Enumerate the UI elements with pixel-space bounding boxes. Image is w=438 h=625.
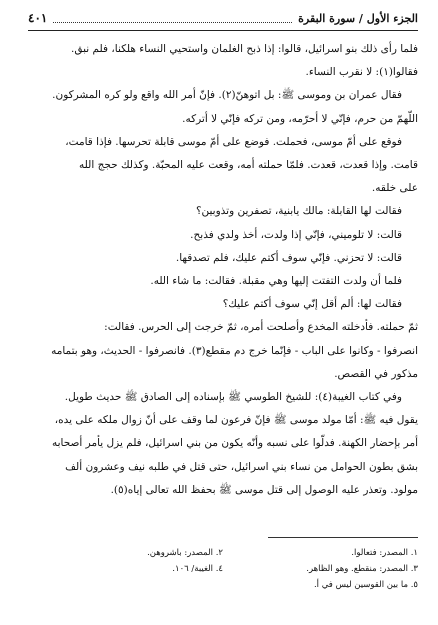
body-line-13: ثمّ حملته. فأدخلته المخدع وأصلحت أمره، ثمّ خرجت إلى الحرس. فقالت:	[104, 321, 418, 334]
body-line-17: يقول فيه ﷺ: أمّا مولد موسى ﷺ فإنّ فرعون لما وقف على أنّ زوال ملكه على يده،	[54, 414, 418, 427]
body-line-5: فوقع على أمّ موسى، فحملت. فوضع على أمّ موسى قابلة تحرسها. فإذا قامت،	[65, 135, 402, 148]
body-text	[28, 38, 418, 502]
footnote-4: ٤. الغيبة/ ١٠٦.	[172, 564, 223, 574]
page-number: ٤٠١	[28, 11, 48, 25]
body-line-2: فقالوا(١): لا نقرب النساء.	[305, 66, 418, 79]
body-line-10: قالت: لا تحزني. فإنّي سوف أكتم عليك، فلم تصدقها.	[175, 251, 402, 264]
footnote-row	[28, 561, 418, 577]
body-line-12: فقالت لها: ألم أقل إنّي سوف أكتم عليك؟	[222, 298, 402, 311]
footnotes	[28, 545, 418, 593]
body-line-18: أمر بإحضار الكهنة. فدلّوا على نسبه وأنّه يكون من بني اسرائيل، فلم يزل يأمر أصحابه	[51, 437, 418, 450]
footnote-1: ١. المصدر: فتعالوا.	[351, 548, 418, 558]
footnote-2: ٢. المصدر: باشروهن.	[147, 548, 223, 558]
body-line-8: فقالت لها القابلة: مالك يابنية، تصفرين وتذوبين؟	[195, 205, 402, 218]
body-line-7: على خلقه.	[371, 182, 418, 195]
body-line-15: مذكور في القصص.	[334, 367, 418, 380]
body-line-16: وفي كتاب الغيبة(٤): للشيخ الطوسي ﷺ بإسناده إلى الصادق ﷺ حديث طويل.	[64, 391, 402, 404]
body-line-19: بشق بطون الحوامل من نساء بني اسرائيل، حتى قتل في طلبه نيف وعشرون ألف	[65, 460, 418, 473]
body-line-1: فلما رأى ذلك بنو اسرائيل، قالوا: إذا ذبح الغلمان واستحيي النساء هلكنا، فلم نبق.	[71, 43, 418, 55]
footnote-rule	[268, 537, 418, 538]
header-title: الجزء الأول / سورة البقرة	[298, 11, 418, 25]
footnote-5: ٥. ما بين القوسين ليس في أ.	[313, 580, 418, 590]
body-line-6: قامت. وإذا قعدت، قعدت. فلمّا حملته أمه، وقعت عليه المحبّة. وكذلك حجج الله	[79, 159, 418, 172]
footnote-3: ٣. المصدر: منقطع. وهو الظاهر.	[306, 564, 418, 574]
footnote-row	[28, 577, 418, 593]
body-line-14: انصرفوا - وكانوا على الباب - فإنّما خرج دم مقطع(٣). فانصرفوا - الحديث، وهو بتمامه	[51, 344, 418, 357]
header-dotted-leader	[53, 14, 292, 23]
footnote-row	[28, 545, 418, 561]
running-header	[28, 8, 418, 28]
body-line-4: اللّهمّ من حرم، فإنّي لا أحرّمه، ومن تركه فإنّي لا أتركه.	[182, 112, 418, 125]
header-rule	[28, 30, 418, 31]
body-line-9: قالت: لا تلوميني، فإنّي إذا ولدت، أخذ ولدي فذبح.	[190, 228, 402, 241]
body-line-3: فقال عمران بن وموسى ﷺ: بل اتوهنّ(٢). فإنّ أمر الله واقع ولو كره المشركون.	[52, 89, 402, 102]
body-line-20: مولود. وتعذر عليه الوصول إلى قتل موسى ﷺ بحفظ الله تعالى إياه(٥).	[110, 483, 418, 496]
body-line-11: فلما أن ولدت التفتت إليها وهي مقبلة. فقالت: ما شاء الله.	[150, 275, 402, 288]
